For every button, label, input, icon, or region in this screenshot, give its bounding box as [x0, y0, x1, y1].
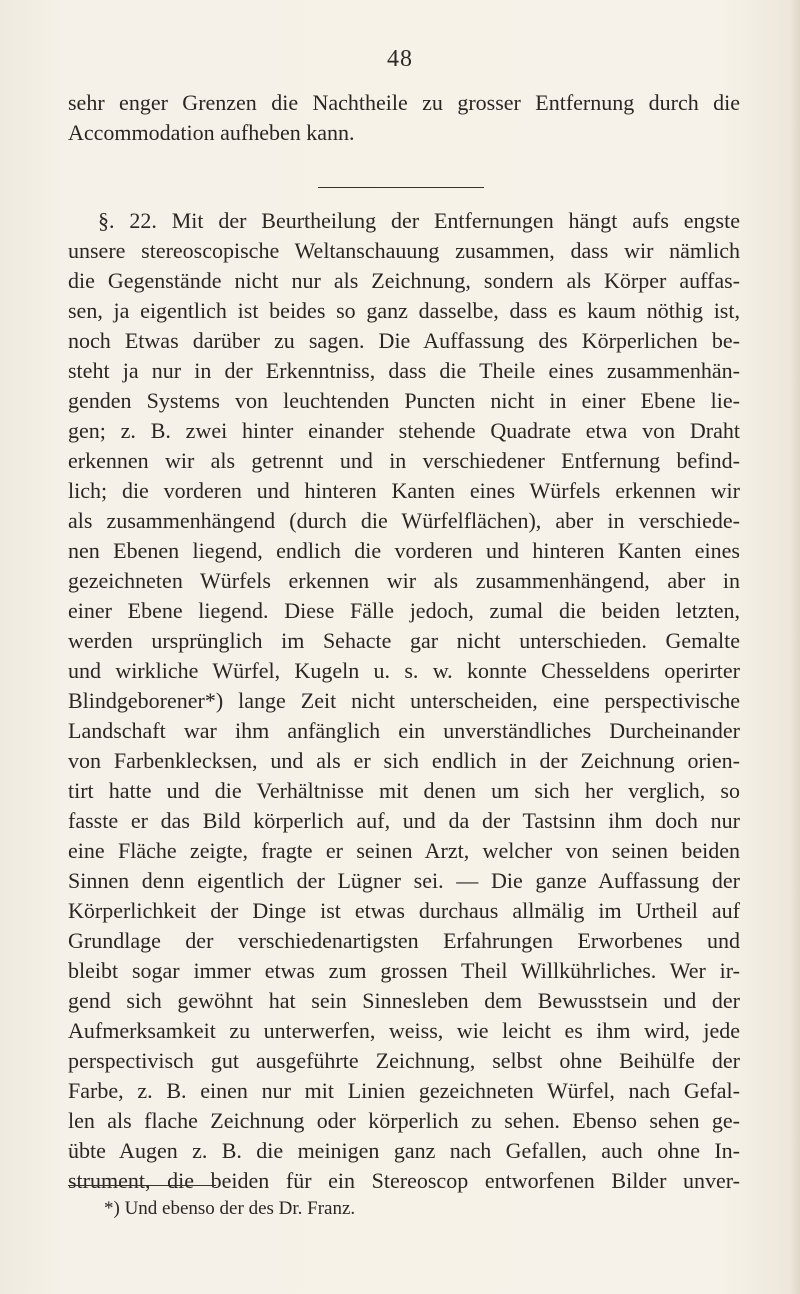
footnote-divider [68, 1185, 216, 1186]
text-line: Farbe, z. B. einen nur mit Linien gezeichneten Würfel, nach Gefal- [68, 1078, 740, 1103]
footnote: *) Und ebenso der des Dr. Franz. [104, 1198, 356, 1219]
text-line: Sinnen denn eigentlich der Lügner sei. — Die ganze Auffassung der [68, 868, 740, 893]
text-line: sehr enger Grenzen die Nachtheile zu grosser Entfernung durch die [68, 90, 740, 115]
text-line: perspectivisch gut ausgeführte Zeichnung, selbst ohne Beihülfe der [68, 1048, 740, 1073]
text-line: genden Systems von leuchtenden Puncten nicht in einer Ebene lie- [68, 388, 740, 413]
text-line: erkennen wir als getrennt und in verschiedener Entfernung befind- [68, 448, 740, 473]
section-22-paragraph [68, 206, 740, 1196]
text-line: strument, die beiden für ein Stereoscop entworfenen Bilder unver- [68, 1168, 740, 1193]
text-line: Blindgeborener*) lange Zeit nicht unterscheiden, eine perspectivische [68, 688, 740, 713]
text-line: unsere stereoscopische Weltanschauung zusammen, dass wir nämlich [68, 238, 740, 263]
text-line: gezeichneten Würfels erkennen wir als zusammenhängend, aber in [68, 568, 740, 593]
text-line: nen Ebenen liegend, endlich die vorderen und hinteren Kanten eines [68, 538, 740, 563]
text-line: bleibt sogar immer etwas zum grossen Theil Willkührliches. Wer ir- [68, 958, 740, 983]
intro-paragraph [68, 88, 740, 148]
text-line: einer Ebene liegend. Diese Fälle jedoch, zumal die beiden letzten, [68, 598, 740, 623]
text-line: noch Etwas darüber zu sagen. Die Auffassung des Körperlichen be- [68, 328, 740, 353]
text-line: Landschaft war ihm anfänglich ein unverständliches Durcheinander [68, 718, 740, 743]
text-line: eine Fläche zeigte, fragte er seinen Arzt, welcher von seinen beiden [68, 838, 740, 863]
text-line: als zusammenhängend (durch die Würfelflächen), aber in verschiede- [68, 508, 740, 533]
page-number: 48 [387, 46, 413, 72]
text-line: sen, ja eigentlich ist beides so ganz dasselbe, dass es kaum nöthig ist, [68, 298, 740, 323]
text-line: len als flache Zeichnung oder körperlich zu sehen. Ebenso sehen ge- [68, 1108, 740, 1133]
text-line: steht ja nur in der Erkenntniss, dass die Theile eines zusammenhän- [68, 358, 740, 383]
text-line: Körperlichkeit der Dinge ist etwas durchaus allmälig im Urtheil auf [68, 898, 740, 923]
text-line: übte Augen z. B. die meinigen ganz nach Gefallen, auch ohne In- [68, 1138, 740, 1163]
text-line: Accommodation aufheben kann. [68, 120, 355, 145]
text-line: tirt hatte und die Verhältnisse mit denen um sich her verglich, so [68, 778, 740, 803]
text-line: lich; die vorderen und hinteren Kanten eines Würfels erkennen wir [68, 478, 740, 503]
text-line: fasste er das Bild körperlich auf, und da der Tastsinn ihm doch nur [68, 808, 740, 833]
text-line: Aufmerksamkeit zu unterwerfen, weiss, wie leicht es ihm wird, jede [68, 1018, 740, 1043]
text-line: gen; z. B. zwei hinter einander stehende Quadrate etwa von Draht [68, 418, 740, 443]
page-edge-shadow [790, 0, 800, 1294]
text-line: werden ursprünglich im Sehacte gar nicht unterschieden. Gemalte [68, 628, 740, 653]
text-line: die Gegenstände nicht nur als Zeichnung, sondern als Körper auffas- [68, 268, 740, 293]
text-line: von Farbenklecksen, und als er sich endlich in der Zeichnung orien- [68, 748, 740, 773]
text-line: und wirkliche Würfel, Kugeln u. s. w. konnte Chesseldens operirter [68, 658, 740, 683]
text-line: gend sich gewöhnt hat sein Sinnesleben dem Bewusstsein und der [68, 988, 740, 1013]
text-line: §. 22. Mit der Beurtheilung der Entfernungen hängt aufs engste [98, 208, 740, 233]
text-line: Grundlage der verschiedenartigsten Erfahrungen Erworbenes und [68, 928, 740, 953]
section-divider [318, 187, 484, 188]
